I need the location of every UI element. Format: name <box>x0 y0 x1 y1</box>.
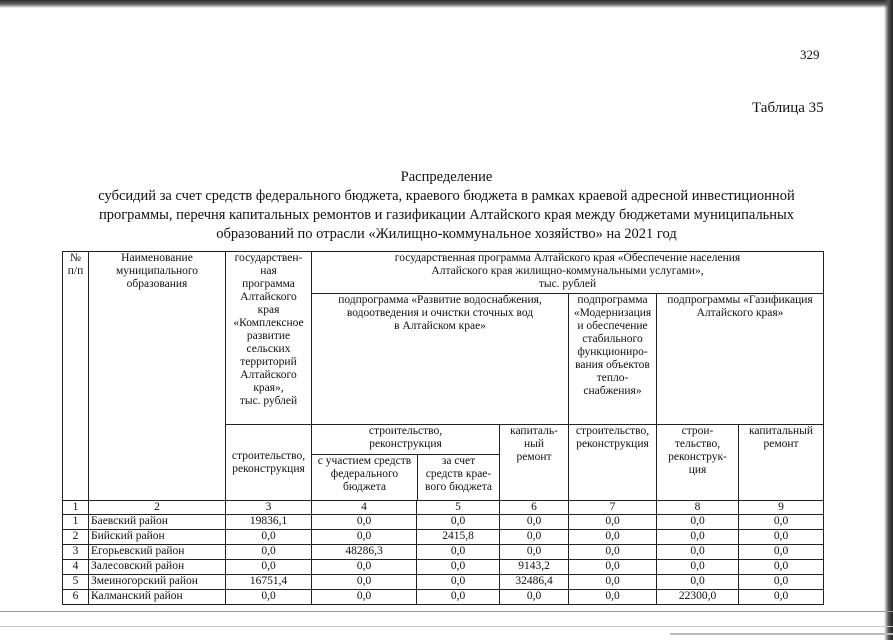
subsidy-table <box>62 251 824 605</box>
row-number: 6 <box>63 590 89 605</box>
value-cell: 0,0 <box>312 575 417 590</box>
table-number: Таблица 35 <box>752 100 824 116</box>
row-number: 2 <box>63 530 89 545</box>
table-row <box>63 590 824 605</box>
value-cell: 48286,3 <box>312 545 417 560</box>
value-cell: 0,0 <box>569 575 657 590</box>
scan-edge-right <box>884 0 893 640</box>
header-subprogram-modernization: подпрограмма «Модернизация и обеспечение стабильного функциониро- вания объектов тепло- снабжения» <box>569 294 657 425</box>
page-rule <box>0 611 893 612</box>
value-cell: 0,0 <box>657 515 739 530</box>
value-cell: 0,0 <box>657 530 739 545</box>
value-cell: 0,0 <box>569 590 657 605</box>
table-row <box>63 515 824 530</box>
title-line: субсидий за счет средств федерального бюджета, краевого бюджета в рамках краевой адресной инвестиционной <box>98 188 795 204</box>
row-number: 1 <box>63 515 89 530</box>
value-cell: 0,0 <box>312 560 417 575</box>
column-number: 1 <box>63 501 89 515</box>
title-line: программы, перечня капитальных ремонтов и газификации Алтайского края между бюджетами муниципальных <box>98 207 795 223</box>
header-number: № п/п <box>63 252 89 501</box>
column-number: 3 <box>226 501 312 515</box>
value-cell: 0,0 <box>417 515 500 530</box>
value-cell: 19836,1 <box>226 515 312 530</box>
value-cell: 0,0 <box>226 530 312 545</box>
municipality-name: Егорьевский район <box>89 545 226 560</box>
row-number: 3 <box>63 545 89 560</box>
table-row <box>63 560 824 575</box>
header-water-capital-repair: капиталь- ный ремонт <box>500 425 569 501</box>
value-cell: 0,0 <box>569 560 657 575</box>
value-cell: 32486,4 <box>500 575 569 590</box>
value-cell: 0,0 <box>500 545 569 560</box>
value-cell: 0,0 <box>417 560 500 575</box>
column-number: 2 <box>89 501 226 515</box>
header-federal-participation: с участием средств федерального бюджета <box>312 455 418 500</box>
value-cell: 0,0 <box>312 515 417 530</box>
header-subprogram-gasification: подпрограммы «Газификация Алтайского края» <box>657 294 824 425</box>
value-cell: 0,0 <box>569 515 657 530</box>
value-cell: 0,0 <box>226 560 312 575</box>
column-numbering-row <box>63 501 824 515</box>
title-line: Распределение <box>400 169 493 185</box>
header-subprogram-water: подпрограмма «Развитие водоснабжения, водоотведения и очистки сточных вод в Алтайском крае» <box>312 294 569 425</box>
table-row <box>63 530 824 545</box>
column-number: 4 <box>312 501 417 515</box>
header-state-program-housing: государственная программа Алтайского края «Обеспечение населения Алтайского края жилищно-коммунальными услугами», тыс. рублей <box>312 252 824 294</box>
header-gas-capital-repair: капитальный ремонт <box>739 425 824 501</box>
municipality-name: Бийский район <box>89 530 226 545</box>
value-cell: 0,0 <box>739 530 824 545</box>
value-cell: 0,0 <box>569 530 657 545</box>
title-line: образований по отрасли «Жилищно-коммунальное хозяйство» на 2021 год <box>216 226 677 242</box>
value-cell: 0,0 <box>739 590 824 605</box>
value-cell: 0,0 <box>312 530 417 545</box>
municipality-name: Баевский район <box>89 515 226 530</box>
column-number: 7 <box>569 501 657 515</box>
header-gas-construction: строи- тельство, реконструк- ция <box>657 425 739 501</box>
value-cell: 16751,4 <box>226 575 312 590</box>
value-cell: 0,0 <box>500 530 569 545</box>
value-cell: 0,0 <box>500 590 569 605</box>
table-row <box>63 545 824 560</box>
header-water-construction: строительство, реконструкция <box>312 425 499 455</box>
header-modernization-construction: строительство, реконструкция <box>569 425 657 501</box>
value-cell: 0,0 <box>226 545 312 560</box>
value-cell: 0,0 <box>569 545 657 560</box>
header-municipality: Наименование муниципального образования <box>89 252 226 501</box>
value-cell: 0,0 <box>739 575 824 590</box>
value-cell: 0,0 <box>739 560 824 575</box>
value-cell: 0,0 <box>226 590 312 605</box>
document-title <box>60 168 833 244</box>
column-number: 9 <box>739 501 824 515</box>
value-cell: 9143,2 <box>500 560 569 575</box>
municipality-name: Залесовский район <box>89 560 226 575</box>
value-cell: 2415,8 <box>417 530 500 545</box>
header-water-construction-group <box>312 425 500 501</box>
header-state-program-rural: государствен- ная программа Алтайского края «Комплексное развитие сельских территорий Алтайского края», тыс. рублей <box>226 252 312 425</box>
scan-edge-top <box>0 0 893 8</box>
value-cell: 0,0 <box>417 575 500 590</box>
value-cell: 0,0 <box>657 560 739 575</box>
value-cell: 0,0 <box>739 515 824 530</box>
value-cell: 0,0 <box>657 545 739 560</box>
municipality-name: Калманский район <box>89 590 226 605</box>
value-cell: 0,0 <box>739 545 824 560</box>
page-number: 329 <box>800 47 820 62</box>
page-rule <box>670 633 893 635</box>
value-cell: 0,0 <box>500 515 569 530</box>
row-number: 5 <box>63 575 89 590</box>
column-number: 8 <box>657 501 739 515</box>
value-cell: 0,0 <box>657 575 739 590</box>
value-cell: 0,0 <box>417 545 500 560</box>
column-number: 6 <box>500 501 569 515</box>
header-regional-funds: за счет средств крае- вого бюджета <box>424 455 493 493</box>
table-row <box>63 575 824 590</box>
header-rural-construction: строительство, реконструкция <box>226 425 312 501</box>
row-number: 4 <box>63 560 89 575</box>
column-number: 5 <box>417 501 500 515</box>
value-cell: 0,0 <box>312 590 417 605</box>
page-rule <box>0 626 893 627</box>
value-cell: 0,0 <box>417 590 500 605</box>
municipality-name: Змеиногорский район <box>89 575 226 590</box>
value-cell: 22300,0 <box>657 590 739 605</box>
